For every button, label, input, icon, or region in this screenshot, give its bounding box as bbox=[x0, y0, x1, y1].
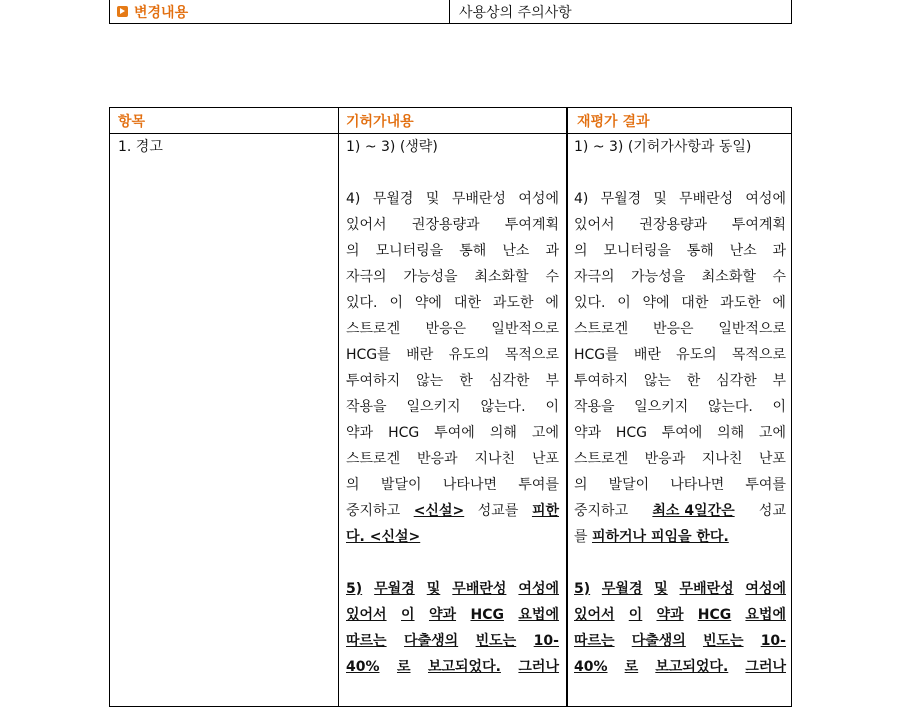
item-cell bbox=[118, 134, 333, 160]
original-line: HCG를 배란 유도의 목적으로 bbox=[346, 347, 559, 363]
original-line: 스트로겐 반응과 지나친 난포 bbox=[346, 451, 559, 467]
original-line: 따르는 다출생의 빈도는 10- bbox=[346, 633, 559, 649]
original-line: 의 모니터링을 통해 난소 과 bbox=[346, 243, 559, 259]
original-line: 있어서 권장용량과 투여계획 bbox=[346, 217, 559, 233]
original-line: 1) ~ 3) (생략) bbox=[346, 139, 438, 155]
original-line: 투여하지 않는 한 심각한 부 bbox=[346, 373, 559, 389]
reevaluation-line: 있어서 이 약과 HCG 요법에 bbox=[574, 607, 786, 623]
original-line: 다. <신설> bbox=[346, 529, 421, 545]
reevaluation-content-cell bbox=[574, 134, 786, 680]
change-value-cell bbox=[450, 0, 791, 23]
reevaluation-line: 중지하고 최소 4일간은 성교 bbox=[574, 503, 786, 519]
original-line: 자극의 가능성을 최소화할 수 bbox=[346, 269, 559, 285]
original-line: 의 발달이 나타나면 투여를 bbox=[346, 477, 559, 493]
item-label: 1. 경고 bbox=[118, 139, 163, 155]
original-line: 5) 무월경 및 무배란성 여성에 bbox=[346, 581, 559, 597]
header-reevaluation: 재평가 결과 bbox=[569, 108, 791, 134]
original-line: 4) 무월경 및 무배란성 여성에 bbox=[346, 191, 559, 207]
reevaluation-line: 의 발달이 나타나면 투여를 bbox=[574, 477, 786, 493]
reevaluation-line: 의 모니터링을 통해 난소 과 bbox=[574, 243, 786, 259]
reevaluation-line: 있다. 이 약에 대한 과도한 에 bbox=[574, 295, 786, 311]
change-label-cell bbox=[110, 0, 450, 23]
column-divider bbox=[338, 108, 339, 706]
change-summary-table bbox=[109, 0, 792, 24]
header-original: 기허가내용 bbox=[338, 108, 569, 134]
original-line: 약과 HCG 투여에 의해 고에 bbox=[346, 425, 559, 441]
reevaluation-line: 스트로겐 반응과 지나친 난포 bbox=[574, 451, 786, 467]
comparison-table bbox=[109, 107, 792, 707]
original-line: 있어서 이 약과 HCG 요법에 bbox=[346, 607, 559, 623]
header-item: 항목 bbox=[110, 108, 338, 134]
reevaluation-line: 스트로겐 반응은 일반적으로 bbox=[574, 321, 786, 337]
reevaluation-line: 를 피하거나 피임을 한다. bbox=[574, 529, 729, 545]
reevaluation-line: 자극의 가능성을 최소화할 수 bbox=[574, 269, 786, 285]
orange-bullet-icon bbox=[117, 6, 128, 17]
reevaluation-line: 4) 무월경 및 무배란성 여성에 bbox=[574, 191, 786, 207]
original-line: 작용을 일으키지 않는다. 이 bbox=[346, 399, 559, 415]
reevaluation-line: HCG를 배란 유도의 목적으로 bbox=[574, 347, 786, 363]
reevaluation-line: 투여하지 않는 한 심각한 부 bbox=[574, 373, 786, 389]
change-label: 변경내용 bbox=[134, 4, 189, 21]
reevaluation-line: 작용을 일으키지 않는다. 이 bbox=[574, 399, 786, 415]
original-content-cell bbox=[346, 134, 559, 680]
change-value: 사용상의 주의사항 bbox=[459, 4, 572, 21]
column-divider-double bbox=[566, 108, 568, 706]
reevaluation-line: 40% 로 보고되었다. 그러나 bbox=[574, 659, 786, 675]
reevaluation-line: 약과 HCG 투여에 의해 고에 bbox=[574, 425, 786, 441]
original-line: 40% 로 보고되었다. 그러나 bbox=[346, 659, 559, 675]
reevaluation-line: 따르는 다출생의 빈도는 10- bbox=[574, 633, 786, 649]
reevaluation-line: 있어서 권장용량과 투여계획 bbox=[574, 217, 786, 233]
original-line: 스트로겐 반응은 일반적으로 bbox=[346, 321, 559, 337]
original-line: 있다. 이 약에 대한 과도한 에 bbox=[346, 295, 559, 311]
reevaluation-line: 1) ~ 3) (기허가사항과 동일) bbox=[574, 139, 752, 155]
reevaluation-line: 5) 무월경 및 무배란성 여성에 bbox=[574, 581, 786, 597]
original-line: 중지하고 <신설> 성교를 피한 bbox=[346, 503, 559, 519]
